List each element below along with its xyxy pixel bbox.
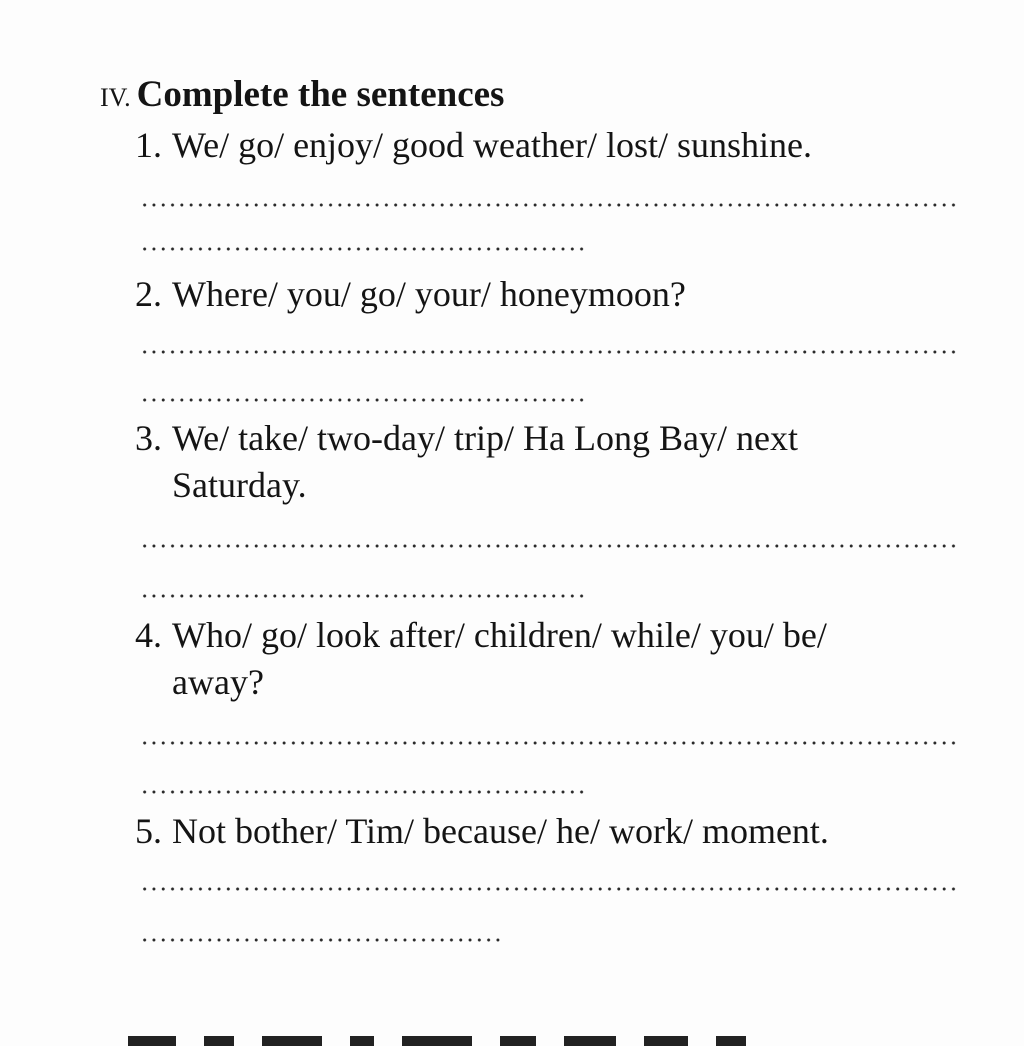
question-number: 4. — [135, 615, 162, 655]
question-1 — [135, 122, 955, 169]
answer-line[interactable] — [140, 247, 586, 251]
answer-line[interactable] — [140, 544, 958, 548]
answer-line[interactable] — [140, 398, 586, 402]
answer-line[interactable] — [140, 350, 958, 354]
question-4 — [135, 612, 955, 706]
question-text-continued: Saturday. — [172, 465, 307, 505]
question-text: We/ go/ enjoy/ good weather/ lost/ sunshine. — [172, 125, 813, 165]
question-number: 1. — [135, 125, 162, 165]
question-2 — [135, 271, 955, 318]
question-text: We/ take/ two-day/ trip/ Ha Long Bay/ next — [172, 418, 798, 458]
section-number: IV. — [100, 83, 131, 112]
answer-line[interactable] — [140, 594, 586, 598]
next-section-cutoff — [128, 1036, 828, 1046]
question-text: Where/ you/ go/ your/ honeymoon? — [172, 274, 686, 314]
answer-line[interactable] — [140, 790, 586, 794]
question-5 — [135, 808, 955, 855]
question-number: 2. — [135, 274, 162, 314]
answer-line[interactable] — [140, 203, 958, 207]
question-text-continued: away? — [172, 662, 264, 702]
question-number: 5. — [135, 811, 162, 851]
answer-line[interactable] — [140, 887, 958, 891]
answer-line[interactable] — [140, 938, 502, 942]
answer-line[interactable] — [140, 741, 958, 745]
question-number: 3. — [135, 418, 162, 458]
question-3 — [135, 415, 955, 509]
question-text: Who/ go/ look after/ children/ while/ you/ be/ — [172, 615, 827, 655]
section-title: Complete the sentences — [136, 74, 505, 115]
question-text: Not bother/ Tim/ because/ he/ work/ moment. — [172, 811, 829, 851]
section-heading — [100, 73, 504, 120]
